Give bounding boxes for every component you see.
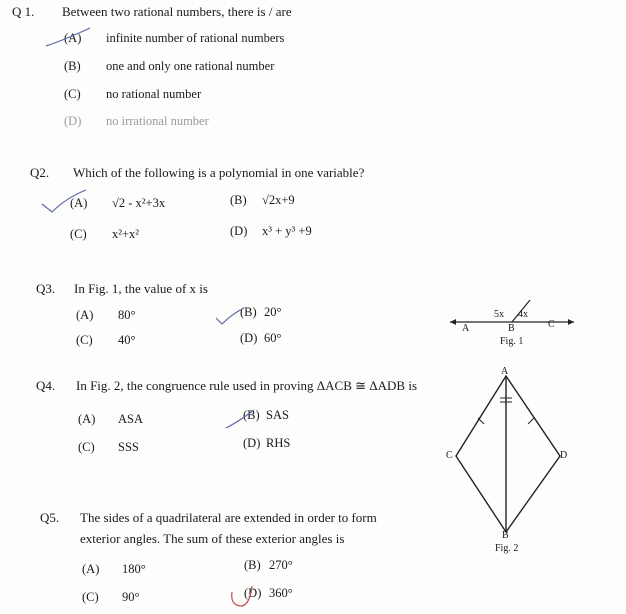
q5-option-d-label: (D): [244, 586, 262, 600]
q4-option-c-text: SSS: [118, 440, 139, 454]
q1-option-b-text: one and only one rational number: [106, 59, 275, 73]
fig1-label-5x: 5x: [494, 309, 504, 320]
q1-text: Between two rational numbers, there is / are: [62, 4, 292, 19]
fig1-label-a: A: [462, 323, 470, 334]
fig2-caption: Fig. 2: [495, 543, 519, 554]
fig1-caption: Fig. 1: [500, 336, 524, 347]
q4-option-c-label: (C): [78, 440, 95, 454]
q3-number: Q3.: [36, 281, 56, 296]
fig2-tick-ad: [528, 418, 534, 424]
q1-option-c-label: (C): [64, 87, 81, 101]
q1-option-d-label: (D): [64, 114, 82, 128]
fig2-tick-ac: [478, 418, 484, 424]
q5-option-d-text: 360°: [269, 586, 293, 600]
q5-option-b-text: 270°: [269, 558, 293, 572]
q4-option-d-text: RHS: [266, 436, 291, 450]
q1-option-a-text: infinite number of rational numbers: [106, 31, 285, 45]
q3-option-d-text: 60°: [264, 331, 282, 345]
q5-text-line2: exterior angles. The sum of these exterior angles is: [80, 531, 345, 546]
q5-option-c-label: (C): [82, 590, 99, 604]
fig1-arrow-right: [568, 319, 574, 325]
fig1-arrow-left: [450, 319, 456, 325]
fig2-label-c: C: [446, 450, 453, 461]
q2-option-c-text: x²+x²: [112, 227, 140, 241]
q5-text-line1: The sides of a quadrilateral are extended in order to form: [80, 510, 377, 525]
q1-option-b-label: (B): [64, 59, 81, 73]
q2-number: Q2.: [30, 165, 50, 180]
q2-option-a-text: √2 - x²+3x: [112, 196, 166, 210]
q4-option-a-label: (A): [78, 412, 96, 426]
q2-option-d-label: (D): [230, 224, 248, 238]
q5-option-a-text: 180°: [122, 562, 146, 576]
q1-option-a-label: (A): [64, 31, 82, 45]
q3-option-a-label: (A): [76, 308, 94, 322]
fig2-diagram: [450, 370, 570, 540]
fig1-label-4x: 4x: [518, 309, 528, 320]
q4-option-d-label: (D): [243, 436, 261, 450]
q4-option-b-label: (B): [243, 408, 260, 422]
q2-option-b-label: (B): [230, 193, 247, 207]
q4-number: Q4.: [36, 378, 56, 393]
q4-option-a-text: ASA: [118, 412, 144, 426]
q2-option-d-text: x³ + y³ +9: [262, 224, 312, 238]
q5-answer-tick-icon: [228, 582, 254, 610]
q3-answer-tick-icon: [214, 304, 246, 326]
q4-answer-tick-icon: [224, 408, 256, 432]
q1-option-d-text: no irrational number: [106, 114, 209, 128]
fig1-label-c: C: [548, 319, 555, 330]
q5-option-b-label: (B): [244, 558, 261, 572]
q1-option-c-text: no rational number: [106, 87, 202, 101]
q2-option-a-label: (A): [70, 196, 88, 210]
q3-option-a-text: 80°: [118, 308, 136, 322]
fig2-quadrilateral: [456, 376, 560, 532]
q3-option-b-label: (B): [240, 305, 257, 319]
q2-option-b-text: √2x+9: [262, 193, 295, 207]
q3-option-b-text: 20°: [264, 305, 282, 319]
q5-option-c-text: 90°: [122, 590, 140, 604]
q3-option-c-label: (C): [76, 333, 93, 347]
q5-number: Q5.: [40, 510, 60, 525]
q3-text: In Fig. 1, the value of x is: [74, 281, 208, 296]
q3-option-c-text: 40°: [118, 333, 136, 347]
q4-option-b-text: SAS: [266, 408, 289, 422]
q2-text: Which of the following is a polynomial in one variable?: [73, 165, 365, 180]
fig2-label-b: B: [502, 530, 509, 541]
q1-answer-tick-icon: [44, 26, 94, 50]
fig2-label-d: D: [560, 450, 568, 461]
q5-option-a-label: (A): [82, 562, 100, 576]
q4-text: In Fig. 2, the congruence rule used in proving ΔACB ≅ ΔADB is: [76, 378, 418, 393]
fig2-label-a: A: [501, 366, 509, 377]
q3-option-d-label: (D): [240, 331, 258, 345]
q2-answer-tick-icon: [40, 188, 90, 214]
q1-number: Q 1.: [12, 4, 35, 19]
q2-option-c-label: (C): [70, 227, 87, 241]
fig1-label-b: B: [508, 323, 515, 334]
